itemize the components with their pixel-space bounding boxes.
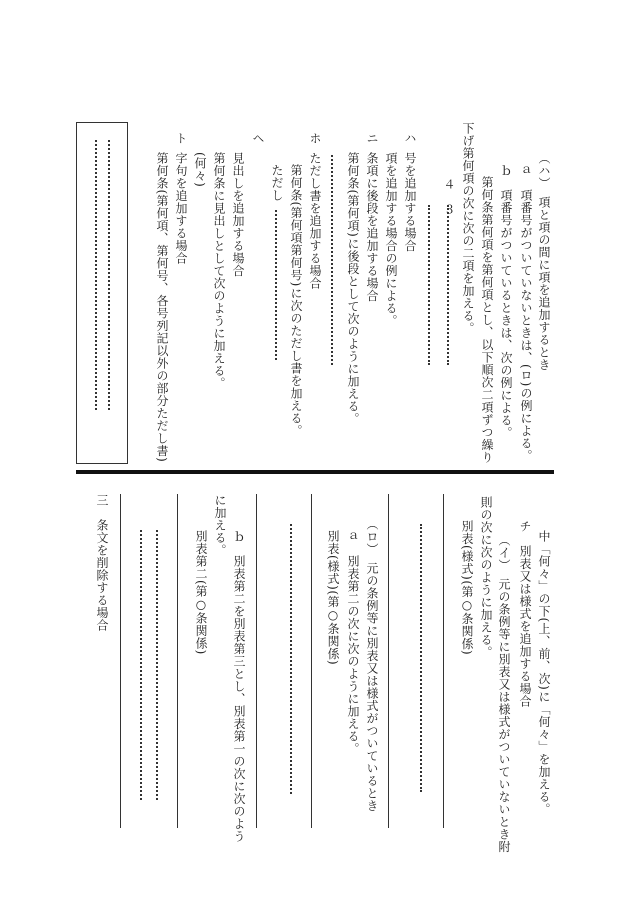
section-ha-label: ハ: [403, 132, 417, 145]
section-ha-body: 項を追加する場合の例による。: [384, 152, 398, 327]
dotted-leader: [108, 140, 110, 410]
chi-ro-a-line: ａ 別表第二の次に次のように加える。: [346, 530, 360, 755]
section-three-heading: 三 条文を削除する場合: [95, 494, 109, 632]
section-ho-label: ホ: [308, 132, 322, 145]
dotted-leader: [447, 205, 449, 365]
chi-ro-b-continuation: に加える。: [213, 494, 227, 557]
chi-ro-line: （ロ） 元の条例等に別表又は様式がついているとき: [365, 518, 379, 812]
example-frame: [388, 494, 444, 828]
dotted-leader: [140, 530, 142, 800]
dotted-leader: [156, 530, 158, 800]
table-caption-2: 別表(様式)(第○条関係): [326, 530, 340, 666]
to-continuation-line: 中「何々」の下(上、前、次)に「何々」を加える。: [537, 530, 551, 816]
table-caption-3: 別表第二(第○条関係): [194, 530, 208, 655]
section-chi-heading: チ 別表又は様式を追加する場合: [518, 520, 532, 708]
section-to-label: ト: [174, 132, 188, 145]
example-frame: [76, 122, 128, 464]
example-frame: [256, 494, 312, 828]
section-ni-title: 条項に後段を追加する場合: [365, 152, 379, 302]
section-to-title: 字句を追加する場合: [174, 152, 188, 265]
section-ho-tadashi: ただし: [270, 164, 284, 202]
section-ni-label: ニ: [365, 132, 379, 145]
dotted-leader: [331, 155, 333, 365]
chi-i-line: （イ） 元の条例等に別表又は様式がついていないとき附: [497, 534, 511, 853]
section-he-body: 第何条に見出しとして次のように加える。: [212, 152, 226, 390]
section-ni-body: 第何条(第何項)に後段として次のように加える。: [346, 152, 360, 425]
section-ho-title: ただし書を追加する場合: [308, 152, 322, 290]
dotted-leader: [428, 205, 430, 365]
table-caption-1: 別表(様式)(第○条関係): [460, 520, 474, 656]
section-divider: [76, 470, 554, 474]
clause-ha-paren-heading: （ハ） 項と項の間に項を追加するとき: [537, 152, 551, 371]
dotted-leader: [275, 210, 277, 360]
example-frame: [120, 494, 178, 828]
paragraph-numbers: ４ ３: [442, 178, 456, 216]
section-he-label: ヘ: [251, 132, 265, 145]
clause-a-line: ａ 項番号がついていないときは、(ロ)の例による。: [519, 164, 533, 462]
section-he-example: (何々): [193, 152, 207, 188]
section-he-title: 見出しを追加する場合: [231, 152, 245, 277]
dotted-leader: [420, 524, 422, 792]
dotted-leader: [95, 140, 97, 410]
dotted-leader: [290, 524, 292, 794]
clause-b-line: ｂ 項番号がついているときは、次の例による。: [499, 164, 513, 439]
chi-i-continuation: 則の次に次のように加える。: [479, 496, 493, 659]
section-ho-body: 第何条(第何項第何号)に次のただし書を加える。: [289, 164, 303, 437]
section-to-body: 第何条(第何項、第何号、各号列記以外の部分ただし書): [155, 152, 169, 463]
chi-ro-b-line: ｂ 別表第二を別表第三とし、別表第一の次に次のよう: [232, 530, 246, 843]
example-line-1: 第何条第何項を第何項とし、以下順次二項ずつ繰り: [480, 176, 494, 464]
example-line-2: 下げ第何項の次に次の二項を加える。: [461, 122, 475, 335]
section-ha-title: 号を追加する場合: [403, 152, 417, 252]
